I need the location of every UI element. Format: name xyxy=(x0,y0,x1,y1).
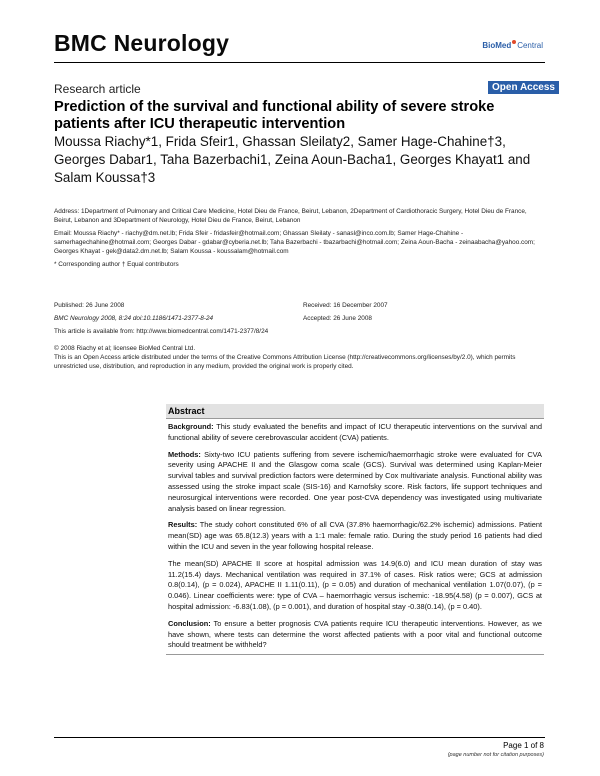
abstract-results xyxy=(168,520,542,552)
author-list: Moussa Riachy*1, Frida Sfeir1, Ghassan Sleilaty2, Samer Hage-Chahine†3, Georges Dabar1, Taha Bazerbachi1, Zeina Aoun-Bacha1, Georges Khayat1 and Salam Koussa†3 xyxy=(54,134,531,185)
abstract-heading: Abstract xyxy=(166,404,544,419)
page-note: (page number not for citation purposes) xyxy=(447,752,544,758)
publisher-logo xyxy=(482,40,543,50)
dates-info xyxy=(303,301,543,323)
abstract-methods xyxy=(168,450,542,515)
results-text: The study cohort constituted 6% of all CVA (37.8% haemorrhagic/62.2% ischemic) admissions. Patient mean(SD) age was 65.8(12.3) years with a 1:1 male: female ratio. During the study period 16 patients had died within the ICU and seven in the year following hospital release. xyxy=(168,520,543,551)
header-divider xyxy=(54,62,545,63)
methods-label: Methods: xyxy=(168,449,201,459)
abstract-conclusion xyxy=(168,619,542,651)
license-text: This is an Open Access article distributed under the terms of the Creative Commons Attribution License (http://creativecommons.org/licenses/by/2.0), which permits unrestricted use, distribution, and reproduction in any medium, provided the original work is properly cited. xyxy=(54,354,516,370)
published-date: Published: 26 June 2008 xyxy=(54,302,125,309)
publisher-name-part2: Central xyxy=(517,41,543,50)
copyright-line: © 2008 Riachy et al; licensee BioMed Central Ltd. xyxy=(54,345,196,352)
background-text: This study evaluated the benefits and impact of ICU therapeutic interventions on the survival and functional ability of severe cerebrovascular accident (CVA) patients. xyxy=(168,422,542,442)
methods-text: Sixty-two ICU patients suffering from severe ischemic/haemorrhagic stroke were evaluated for CVA severity using APACHE II and the Glasgow coma scale (GCS). Survival was determined using Kaplan-Meier survival tables and survival prediction factors were determined by Cox multivariate analysis. Functional ability was assessed using the stroke impact scale (SIS-16) and Karnofsky score. Risk factors, life support techniques and neurosurgical interventions were recorded. One year post-CVA dependency was investigated using multivariate analysis based on linear regression. xyxy=(168,449,542,513)
copyright-block xyxy=(54,344,546,371)
affiliation-address: Address: 1Department of Pulmonary and Critical Care Medicine, Hotel Dieu de France, Beirut, Lebanon, 2Department of Cardiothoracic Surgery, Hotel Dieu de France, Beirut, Lebanon and 3Department of Neurology, Hotel Dieu de France, Beirut, Lebanon xyxy=(54,208,527,224)
abstract-results-cont: The mean(SD) APACHE II score at hospital admission was 14.9(6.0) and ICU mean duration of stay was 11.2(15.4) days. Mechanical ventilation was required in 37.1% of cases. Risk ratios were; GCS at admission 0.8(0.14), (p = 0.024), APACHE II 1.11(0.11), (p = 0.05) and duration of mechanical ventilation 1.07(0.07), (p = 0.046). Linear coefficients were: type of CVA – haemorrhagic versus ischemic: -18.95(4.58) (p = 0.007), GCS at hospital admission: -6.83(1.08), (p = 0.001), and duration of hospital stay -0.38(0.14), (p = 0.40). xyxy=(168,558,542,611)
abstract-background xyxy=(168,422,542,444)
article-type: Research article xyxy=(54,82,141,96)
author-emails: Email: Moussa Riachy* - riachy@dm.net.lb; Frida Sfeir - fridasfeir@hotmail.com; Ghassan Sleilaty - sanasl@inco.com.lb; Samer Hage-Chahine - samerhagechahine@hotmail.com; Georges Dabar - gdabar@cyberia.net.lb; Taha Bazerbachi - tbazarbachi@hotmail.com; Zeina Aoun-Bacha - zeinaabacha@yahoo.com; Georges Khayat - gek@data2.dm.net.lb; Salam Koussa - koussalam@hotmail.com xyxy=(54,230,535,255)
conclusion-label: Conclusion: xyxy=(168,618,211,628)
conclusion-text: To ensure a better prognosis CVA patients require ICU therapeutic interventions. However, as we have shown, where tests can determine the worst affected patients with a poor vital and functional outcome should treatment be withheld? xyxy=(168,618,543,650)
abstract-box xyxy=(166,404,544,655)
article-url[interactable]: This article is available from: http://www.biomedcentral.com/1471-2377/8/24 xyxy=(54,328,269,335)
background-label: Background: xyxy=(168,422,214,431)
publisher-name-part1: BioMed xyxy=(482,41,512,50)
publication-info xyxy=(54,301,294,323)
abstract-bottom-rule xyxy=(166,654,544,655)
page-number: Page 1 of 8 xyxy=(503,741,544,750)
citation: BMC Neurology 2008, 8:24 doi:10.1186/1471-2377-8-24 xyxy=(54,315,214,322)
open-access-badge: Open Access xyxy=(488,81,559,94)
footer-divider xyxy=(54,737,545,738)
results-label: Results: xyxy=(168,520,198,530)
article-title: Prediction of the survival and functional ability of severe stroke patients after ICU therapeutic intervention xyxy=(54,99,495,132)
accepted-date: Accepted: 26 June 2008 xyxy=(303,315,372,322)
received-date: Received: 16 December 2007 xyxy=(303,302,388,309)
journal-title: BMC Neurology xyxy=(54,30,230,56)
logo-dot-icon xyxy=(512,40,516,44)
corresponding-author-note: * Corresponding author † Equal contributors xyxy=(54,261,179,268)
